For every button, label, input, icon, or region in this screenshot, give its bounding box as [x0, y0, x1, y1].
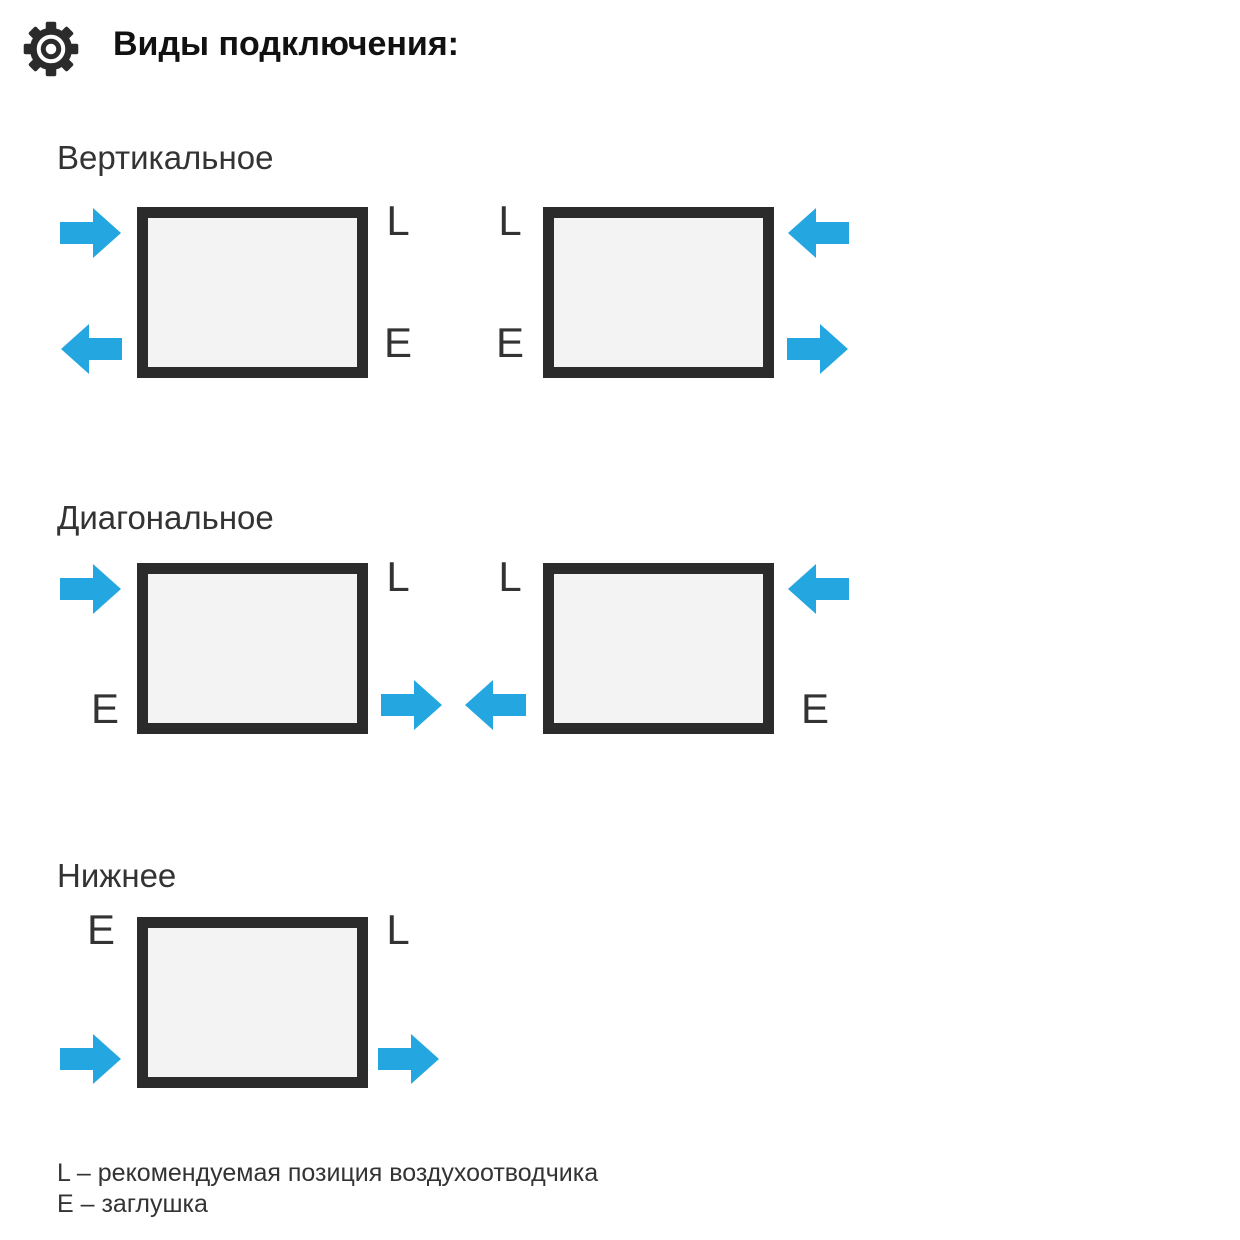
return-arrow-icon [381, 679, 443, 731]
plug-label: E [383, 319, 412, 366]
plug-label: E [800, 685, 829, 732]
vent-position-label: L [498, 553, 522, 600]
vent-position-label: L [386, 553, 410, 600]
radiator-diagonal-left [137, 563, 368, 734]
supply-arrow-icon [60, 563, 122, 615]
supply-arrow-icon [60, 1033, 122, 1085]
radiator-diagonal-right [543, 563, 774, 734]
page-title: Виды подключения: [113, 25, 459, 63]
vent-position-label: L [386, 906, 410, 953]
legend-plug-line: E – заглушка [57, 1190, 208, 1218]
plug-label: E [86, 906, 115, 953]
section-title-vertical: Вертикальное [57, 139, 274, 176]
radiator-bottom [137, 917, 368, 1088]
legend-vent-line: L – рекомендуемая позиция воздухоотводчика [57, 1159, 599, 1187]
return-arrow-icon [464, 679, 526, 731]
plug-label: E [90, 685, 119, 732]
supply-arrow-icon [60, 207, 122, 259]
vent-position-label: L [498, 197, 522, 244]
return-arrow-icon [787, 323, 849, 375]
supply-arrow-icon [787, 563, 849, 615]
radiator-vertical-right [543, 207, 774, 378]
legend [57, 1158, 598, 1220]
plug-label: E [495, 319, 524, 366]
gear-icon [20, 18, 82, 80]
return-arrow-icon [60, 323, 122, 375]
return-arrow-icon [378, 1033, 440, 1085]
radiator-vertical-left [137, 207, 368, 378]
vent-position-label: L [386, 197, 410, 244]
section-title-bottom: Нижнее [57, 857, 177, 894]
supply-arrow-icon [787, 207, 849, 259]
section-title-diagonal: Диагональное [57, 499, 274, 536]
